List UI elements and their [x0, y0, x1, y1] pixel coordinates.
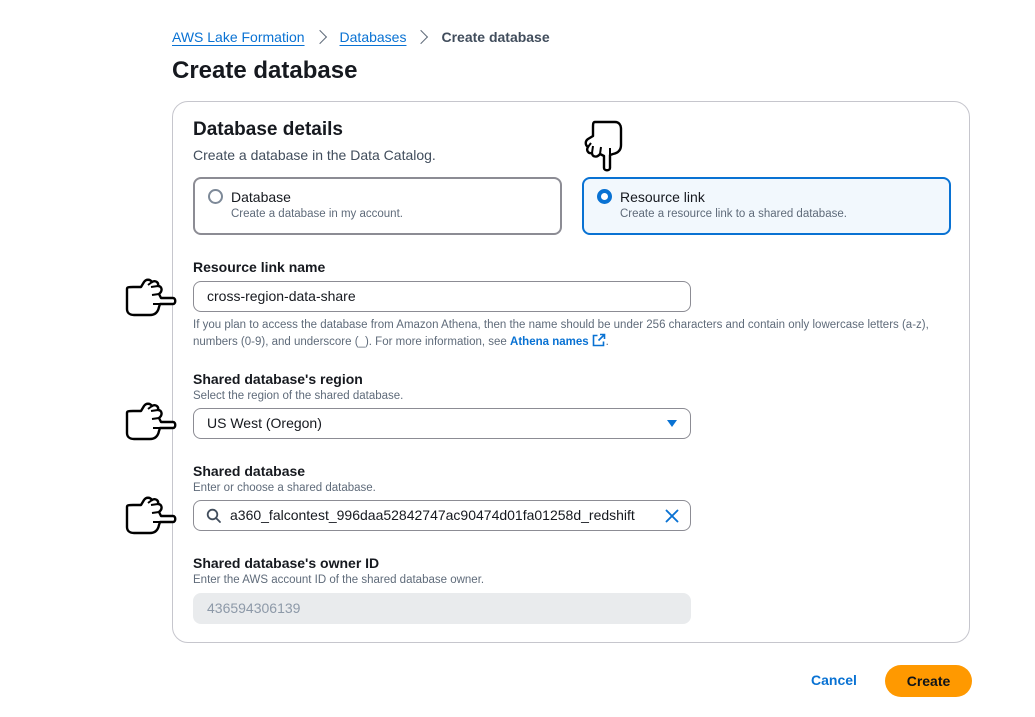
chevron-right-icon	[414, 30, 428, 44]
shared-database-label: Shared database	[193, 463, 306, 479]
region-description: Select the region of the shared database.	[193, 390, 404, 402]
breadcrumb-current: Create database	[441, 29, 550, 45]
pointing-hand-icon	[125, 495, 177, 541]
athena-names-link[interactable]	[510, 336, 606, 348]
page-title: Create database	[172, 57, 358, 84]
shared-database-value: a360_falcontest_996daa52842747ac90474d01fa01258d_redshift	[230, 507, 635, 523]
cancel-button[interactable]: Cancel	[811, 672, 857, 688]
database-details-container	[172, 101, 970, 643]
constraint-text: If you plan to access the database from Amazon Athena, then the name should be under 256 characters and contain only lowercase letters (a-z), numbers (0-9), and underscore (_). For more information, see	[193, 319, 929, 348]
radio-tile-label: Resource link	[620, 189, 705, 205]
radio-tile-database[interactable]	[193, 177, 562, 235]
constraint-suffix: .	[605, 336, 609, 348]
section-description: Create a database in the Data Catalog.	[193, 147, 436, 163]
region-label: Shared database's region	[193, 371, 363, 387]
section-title: Database details	[193, 119, 343, 140]
caret-down-icon	[667, 420, 677, 427]
region-select[interactable]	[193, 408, 691, 439]
create-button[interactable]: Create	[885, 665, 972, 697]
external-link-icon	[592, 333, 606, 347]
breadcrumb-lake-formation-link[interactable]: AWS Lake Formation	[172, 29, 305, 45]
resource-link-name-value: cross-region-data-share	[207, 288, 356, 304]
radio-button-unselected[interactable]	[208, 189, 223, 204]
radio-tile-resource-link[interactable]	[582, 177, 951, 235]
owner-id-description: Enter the AWS account ID of the shared database owner.	[193, 574, 485, 586]
radio-tile-description: Create a database in my account.	[231, 208, 403, 220]
pointing-hand-icon	[125, 277, 177, 323]
shared-database-input[interactable]	[193, 500, 691, 531]
close-icon[interactable]	[664, 508, 680, 524]
radio-tile-label: Database	[231, 189, 291, 205]
owner-id-input	[193, 593, 691, 624]
region-select-value: US West (Oregon)	[207, 415, 322, 431]
pointing-hand-icon	[583, 120, 627, 172]
resource-link-name-constraint	[193, 317, 933, 350]
radio-button-selected[interactable]	[597, 189, 612, 204]
shared-database-description: Enter or choose a shared database.	[193, 482, 376, 494]
search-icon	[206, 508, 222, 524]
breadcrumb	[172, 27, 550, 47]
owner-id-value: 436594306139	[207, 600, 301, 616]
owner-id-label: Shared database's owner ID	[193, 555, 380, 571]
resource-link-name-label: Resource link name	[193, 259, 326, 275]
radio-tile-description: Create a resource link to a shared database.	[620, 208, 847, 220]
breadcrumb-databases-link[interactable]: Databases	[339, 29, 407, 45]
pointing-hand-icon	[125, 401, 177, 447]
resource-link-name-input[interactable]	[193, 281, 691, 312]
athena-names-link-text: Athena names	[510, 336, 589, 348]
chevron-right-icon	[312, 30, 326, 44]
